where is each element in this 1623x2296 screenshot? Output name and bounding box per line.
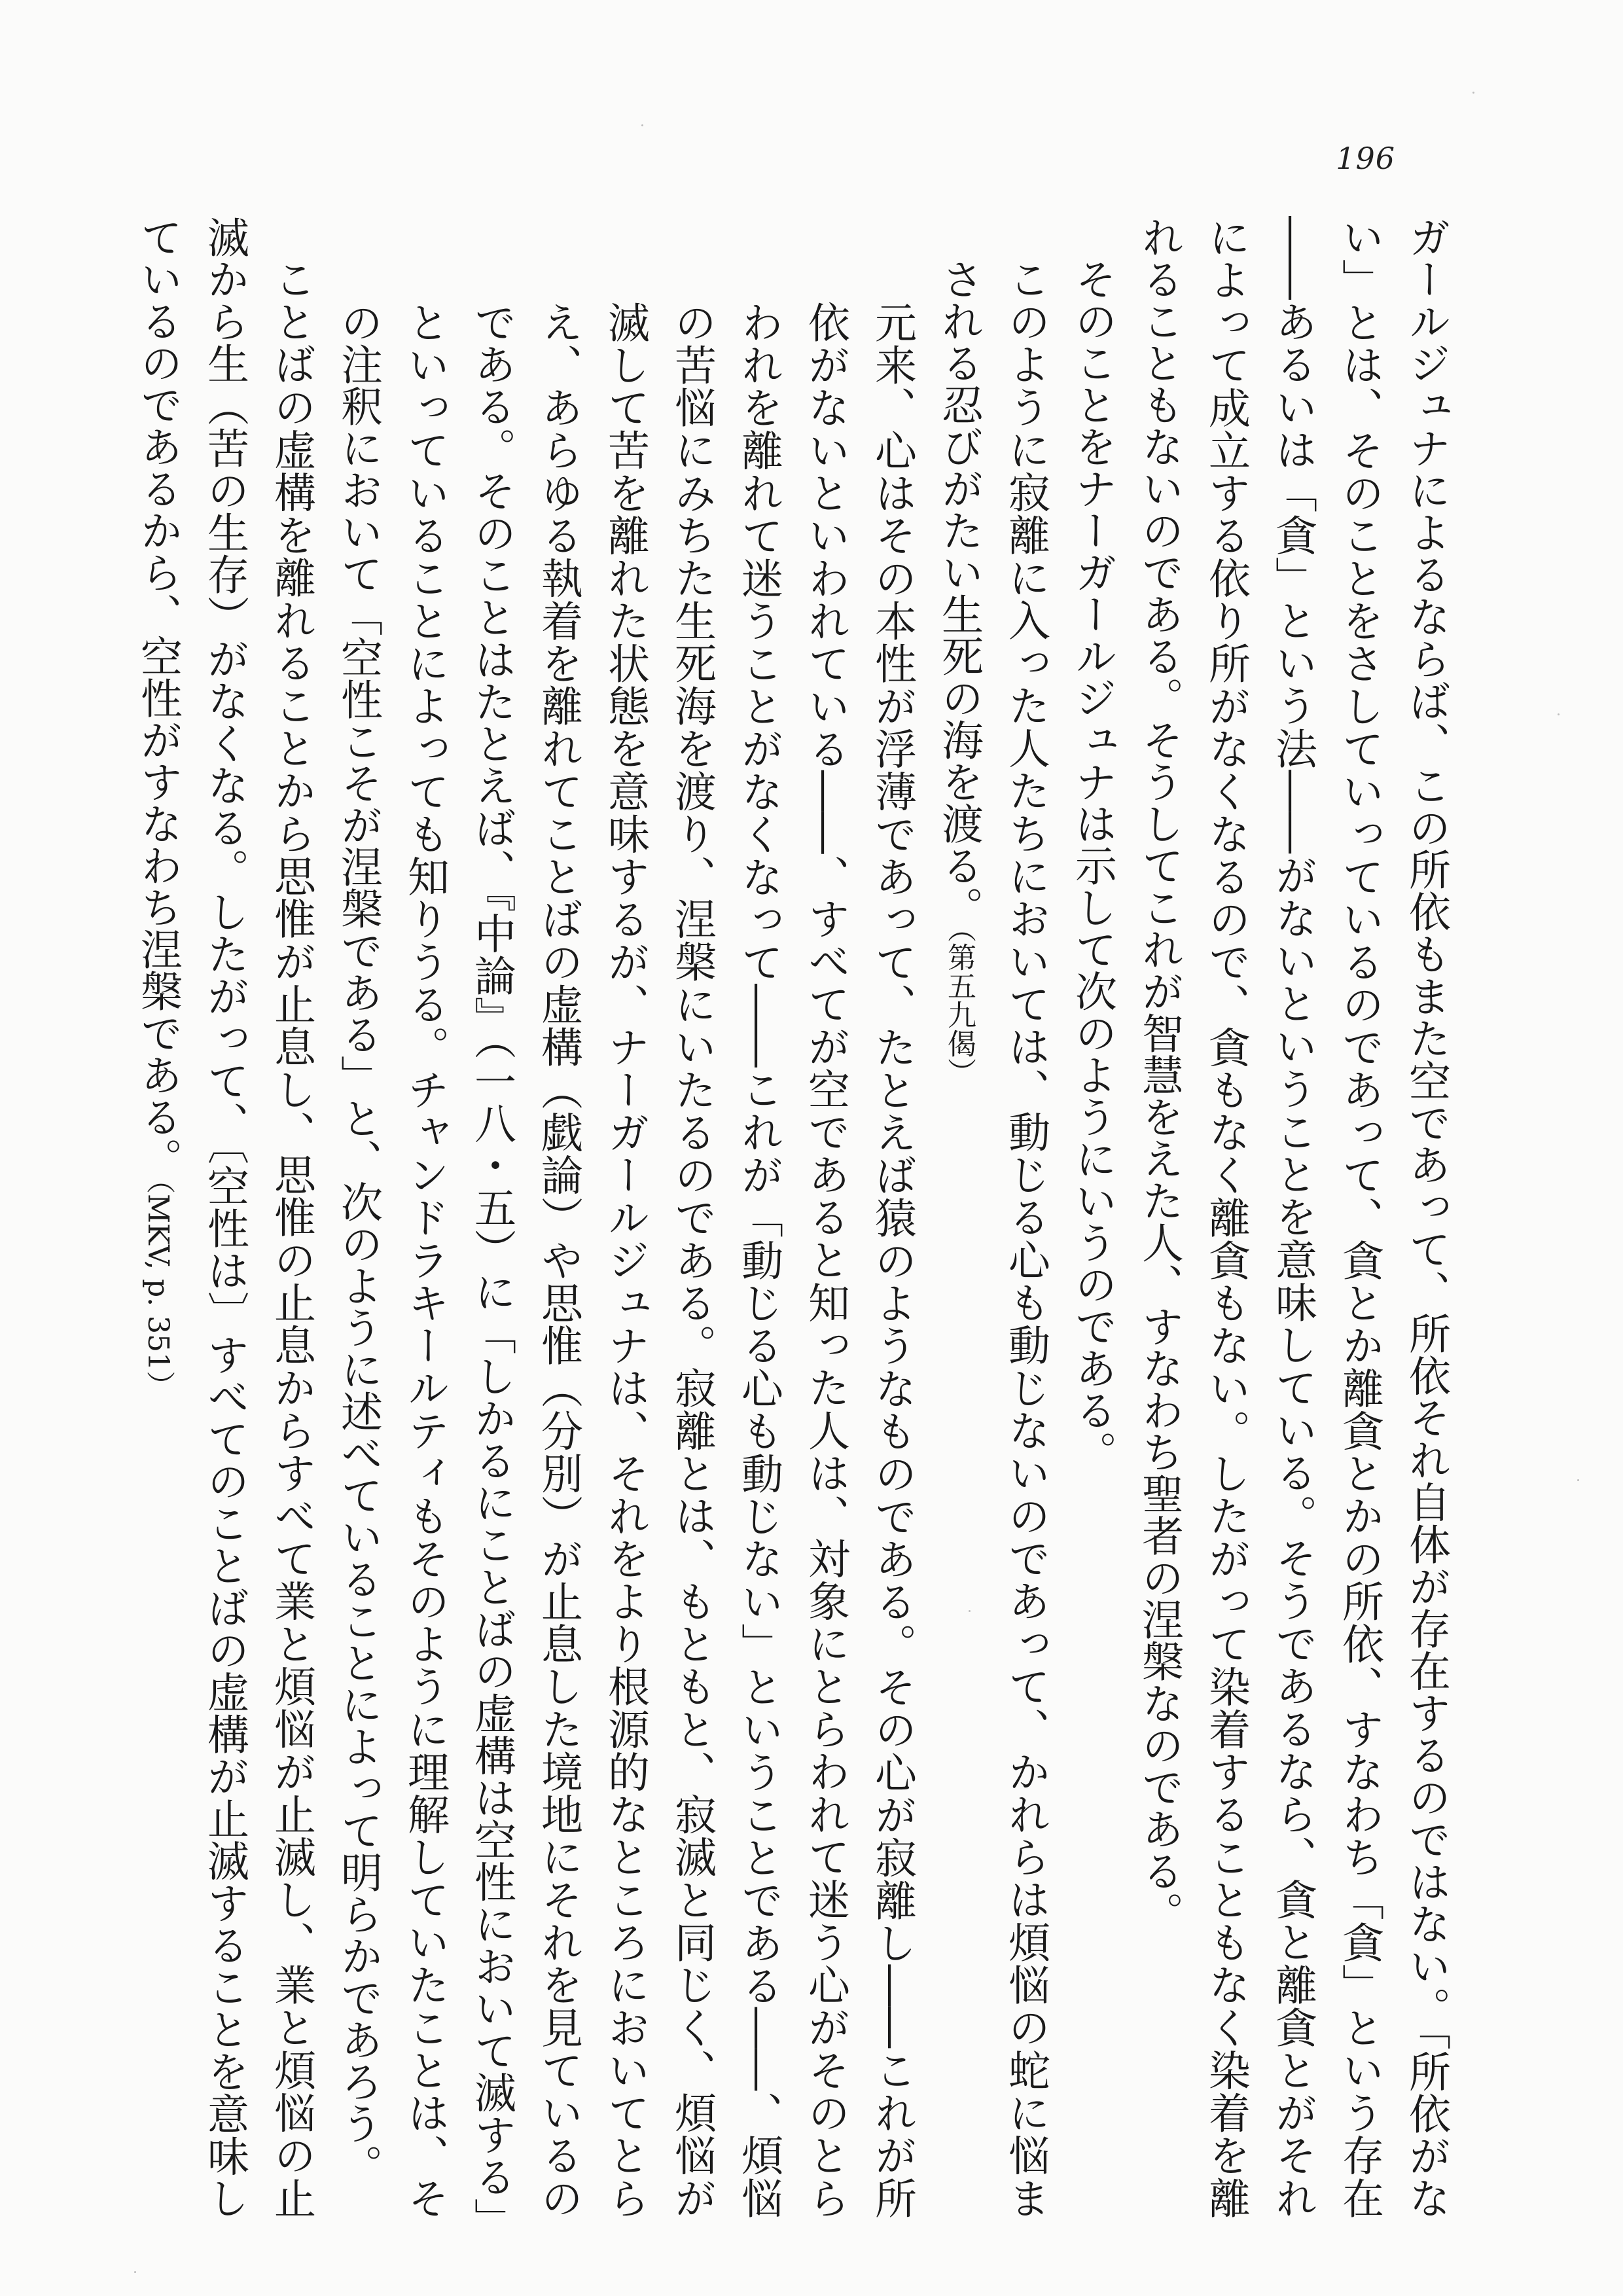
paragraph-3: 元来、心はその本性が浮薄であって、たとえば猿のようなものである。その心が寂離し――これが所依がないといわれている――、すべてが空であると知った人は、対象にとらわれて迷う心がそのとらわれを離れて迷うことがなくなって――これが「動じる心も動じない」ということである――、煩悩の苦悩にみちた生死海を渡り、涅槃にいたるのである。寂離とは、もともと、寂滅と同じく、煩悩が滅して苦を離れた状態を意味するが、ナーガールジュナは、それをより根源的なところにおいてとらえ、あらゆる執着を離れてことばの虚構（戯論）や思惟（分別）が止息した境地にそれを見ているのである。そのことはたとえば、『中論』（一八・五）に「しかるにことばの虚構は空性において滅する」といっていることによっても知りうる。チャンドラキールティもそのように理解していたことは、その注釈において「空性こそが涅槃である」と、次のように述べていることによって明らかであろう。 (334, 301, 916, 2219)
verse-note: （第五九偈） (942, 928, 976, 1086)
paragraph-4 (124, 216, 325, 2219)
scan-speck (1558, 713, 1560, 715)
scan-speck (134, 2271, 136, 2273)
scan-speck (969, 1610, 971, 1612)
verse-quote (925, 258, 1059, 2219)
page-number: 196 (1336, 141, 1395, 176)
scan-speck (641, 124, 643, 126)
scan-speck (1472, 92, 1474, 94)
paragraph-4-text: ことばの虚構を離れることから思惟が止息し、思惟の止息からすべて業と煩悩が止滅し、業と煩悩の止滅から生（苦の生存）がなくなる。したがって、〔空性は〕すべてのことばの虚構が止滅することを意味しているのであるから、空性がすなわち涅槃である。 (134, 216, 315, 2219)
paragraph-1: ガールジュナによるならば、この所依もまた空であって、所依それ自体が存在するのではない。「所依がない」とは、そのことをさしていっているのであって、貪とか離貪とかの所依、すなわち「貪」という存在――あるいは「貪」という法――がないということを意味している。そうであるなら、貪と離貪とがそれによって成立する依り所がなくなるので、貪もなく離貪もない。したがって染着することもなく染着を離れることもないのである。そうしてこれが智慧をえた人、すなわち聖者の涅槃なのである。 (1135, 216, 1450, 2219)
body-text (134, 216, 1459, 2219)
paragraph-2: そのことをナーガールジュナは示して次のようにいうのである。 (1068, 258, 1116, 1473)
scan-speck (1577, 1479, 1579, 1481)
verse-quote-text: このように寂離に入った人たちにおいては、動じる心も動じないのであって、かれらは煩悩の蛇に悩まされる忍びがたい生死の海を渡る。 (935, 258, 1050, 2219)
citation: （MKV, p. 351） (141, 1179, 175, 1400)
